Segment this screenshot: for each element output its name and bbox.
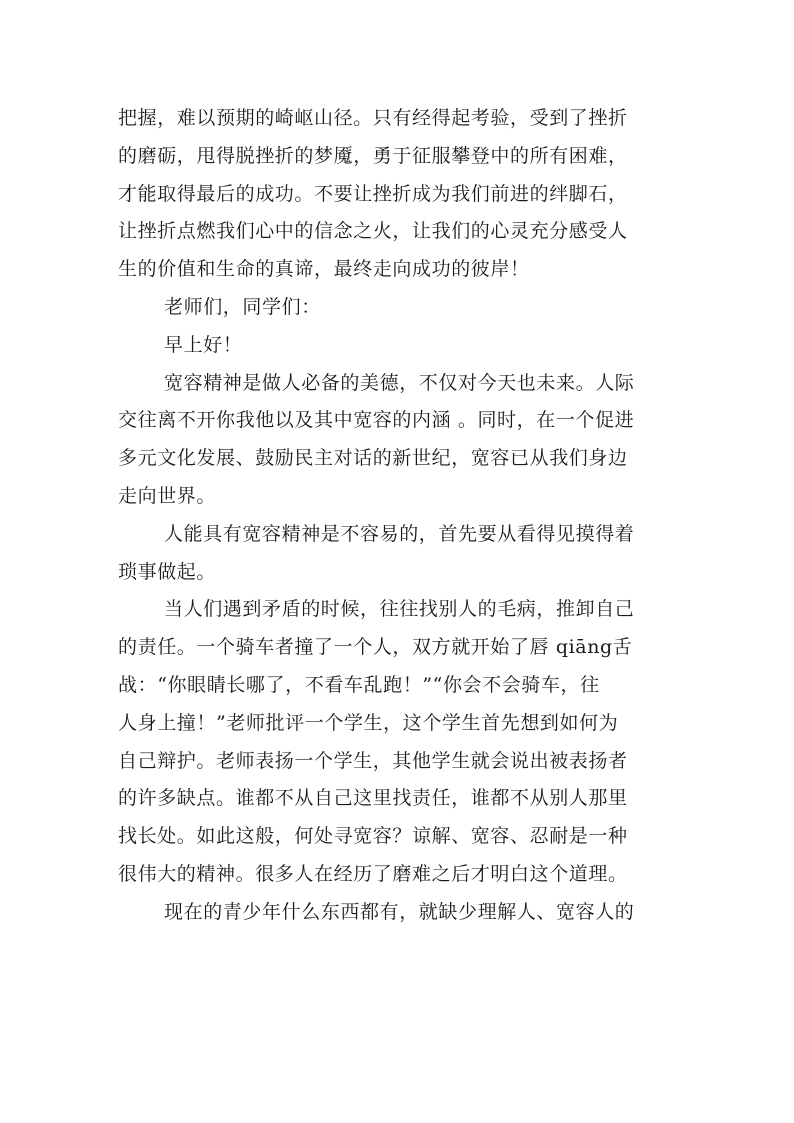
paragraph-start-line: 宽容精神是做人必备的美德，不仅对今天也未来。人际 <box>164 371 635 394</box>
text-line: 的许多缺点。谁都不从自己这里找责任，谁都不从别人那里 <box>118 787 628 810</box>
text-line: 的磨砺，甩得脱挫折的梦魇，勇于征服攀登中的所有困难， <box>118 144 628 167</box>
greeting-line: 早上好！ <box>164 333 243 356</box>
text-line: 战：“你眼睛长哪了，不看车乱跑！”“你会不会骑车，往 <box>118 673 600 696</box>
text-line: 让挫折点燃我们心中的信念之火，让我们的心灵充分感受人 <box>118 220 628 243</box>
text-line: 琐事做起。 <box>118 560 217 583</box>
text-line: 交往离不开你我他以及其中宽容的内涵 。同时，在一个促进 <box>118 409 635 432</box>
text-line: 把握，难以预期的崎岖山径。只有经得起考验，受到了挫折 <box>118 107 628 129</box>
paragraph-start-line: 现在的青少年什么东西都有，就缺少理解人、宽容人的 <box>164 900 635 923</box>
text-line: 走向世界。 <box>118 484 217 507</box>
text-line: 才能取得最后的成功。不要让挫折成为我们前进的绊脚石， <box>118 182 628 205</box>
salutation-line: 老师们，同学们： <box>164 295 321 318</box>
text-line: 自己辩护。老师表扬一个学生，其他学生就会说出被表扬者 <box>118 749 628 772</box>
document-body <box>118 100 684 932</box>
text-line: 的责任。一个骑车者撞了一个人，双方就开始了唇 qiāng舌 <box>118 636 633 659</box>
paragraph-start-line: 当人们遇到矛盾的时候，往往找别人的毛病，推卸自己 <box>164 598 635 621</box>
text-line: 生的价值和生命的真谛，最终走向成功的彼岸！ <box>118 258 530 281</box>
text-line: 很伟大的精神。很多人在经历了磨难之后才明白这个道理。 <box>118 862 628 885</box>
text-line: 多元文化发展、鼓励民主对话的新世纪，宽容已从我们身边 <box>118 447 628 470</box>
text-line: 人身上撞！”老师批评一个学生，这个学生首先想到如何为 <box>118 711 619 734</box>
paragraph-start-line: 人能具有宽容精神是不容易的，首先要从看得见摸得着 <box>164 522 635 545</box>
text-line: 找长处。如此这般，何处寻宽容？谅解、宽容、忍耐是一种 <box>118 825 628 848</box>
